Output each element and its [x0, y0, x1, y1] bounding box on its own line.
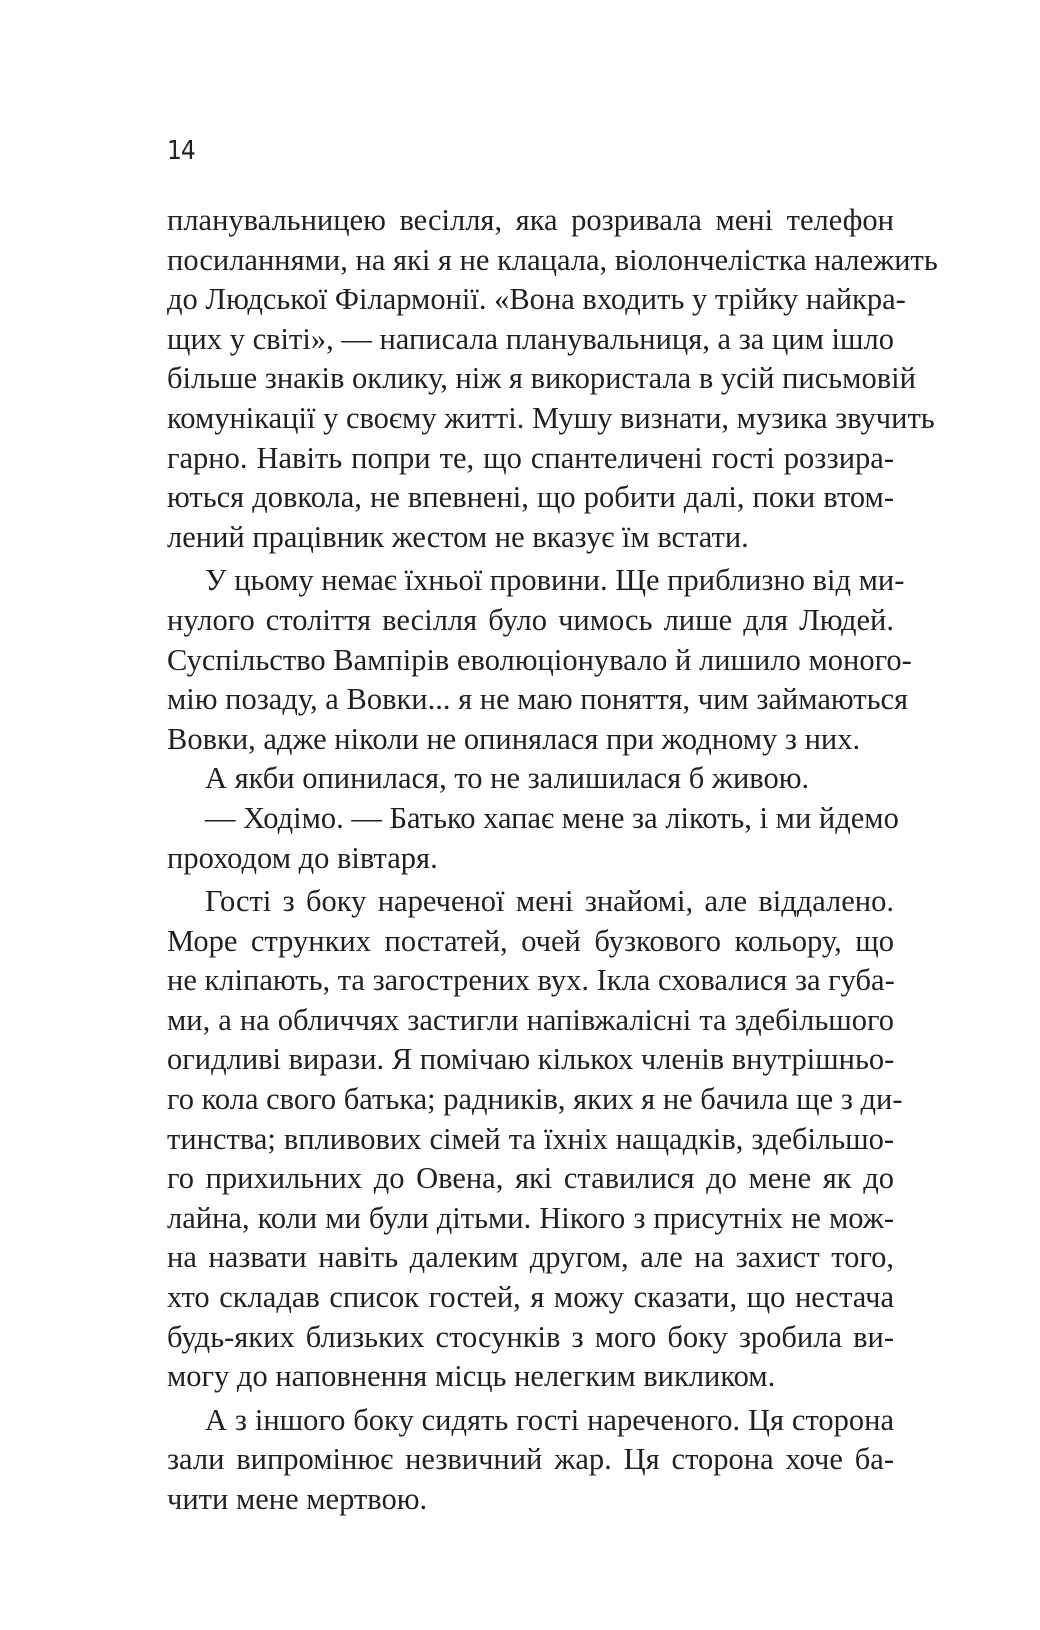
paragraph [167, 561, 912, 759]
text-line: Вовки, адже ніколи не опинялася при жодному з них. [167, 721, 861, 756]
text-line: мію позаду, а Вовки... я не маю поняття, чим займаються [167, 682, 909, 717]
text-body [167, 201, 938, 1520]
text-line: планувальницею весілля, яка розривала мені телефон [167, 203, 894, 237]
text-line: на назвати навіть далеким другом, але на захист того, [167, 1240, 894, 1275]
text-line: го кола свого батька; радників, яких я не бачила ще з ди- [167, 1082, 903, 1117]
text-line: щих у світі», — написала планувальниця, а за цим ішло [167, 321, 894, 356]
text-line: хто складав список гостей, я можу сказати, що нестача [167, 1280, 894, 1315]
text-line: лений працівник жестом не вказує їм встати. [167, 519, 749, 554]
text-line: посиланнями, на які я не клацала, віолончелістка належить [167, 242, 938, 277]
text-line: чити мене мертвою. [167, 1482, 428, 1516]
text-line: огидливі вирази. Я помічаю кількох членів внутрішньо- [167, 1042, 895, 1077]
page-number: 14 [167, 136, 195, 166]
text-line: більше знаків оклику, ніж я використала в усій письмовій [167, 361, 916, 396]
text-line: нулого століття весілля було чимось лише для Людей. [167, 602, 894, 637]
text-line: Море струнких постатей, очей бузкового кольору, що [167, 923, 894, 958]
text-line: А якби опинилася, то не залишилася б живою. [205, 761, 810, 796]
text-line: Суспільство Вампірів еволюціонувало й лишило моного- [167, 642, 912, 677]
text-line: проходом до вівтаря. [167, 840, 438, 875]
paragraph [167, 799, 899, 878]
text-line: до Людської Філармонії. «Вона входить у трійку найкра- [167, 282, 906, 317]
text-line: А з іншого боку сидять гості нареченого. Ця сторона [205, 1402, 894, 1437]
text-line: Гості з боку нареченої мені знайомі, але віддалено. [205, 884, 894, 919]
text-line: У цьому немає їхньої провини. Ще приблизно від ми- [205, 563, 905, 598]
paragraph [167, 759, 894, 799]
text-line: не кліпають, та загострених вух. Ікла сховалися за губа- [167, 963, 895, 998]
text-line: ються довкола, не впевнені, що робити далі, поки втом- [167, 480, 894, 515]
text-line: — Ходімо. — Батько хапає мене за лікоть, і ми йдемо [205, 800, 899, 835]
text-line: могу до наповнення місць нелегким викликом. [167, 1359, 776, 1394]
text-line: го прихильних до Овена, які ставилися до мене як до [167, 1161, 894, 1196]
text-line: комунікації у своєму житті. Мушу визнати, музика звучить [167, 400, 935, 435]
paragraph [167, 201, 938, 557]
text-line: ми, а на обличчях застигли напівжалісні та здебільшого [167, 1002, 894, 1037]
text-line: будь-яких близьких стосунків з мого боку зробила ви- [167, 1319, 894, 1354]
paragraph [167, 882, 903, 1397]
text-line: гарно. Навіть попри те, що спантеличені гості роззира- [167, 440, 894, 475]
text-line: тинства; впливових сімей та їхніх нащадків, здебільшо- [167, 1121, 894, 1156]
text-line: лайна, коли ми були дітьми. Нікого з присутніх не мож- [167, 1200, 894, 1235]
paragraph [167, 1401, 894, 1520]
text-line: зали випромінює незвичний жар. Ця сторона хоче ба- [167, 1442, 894, 1477]
